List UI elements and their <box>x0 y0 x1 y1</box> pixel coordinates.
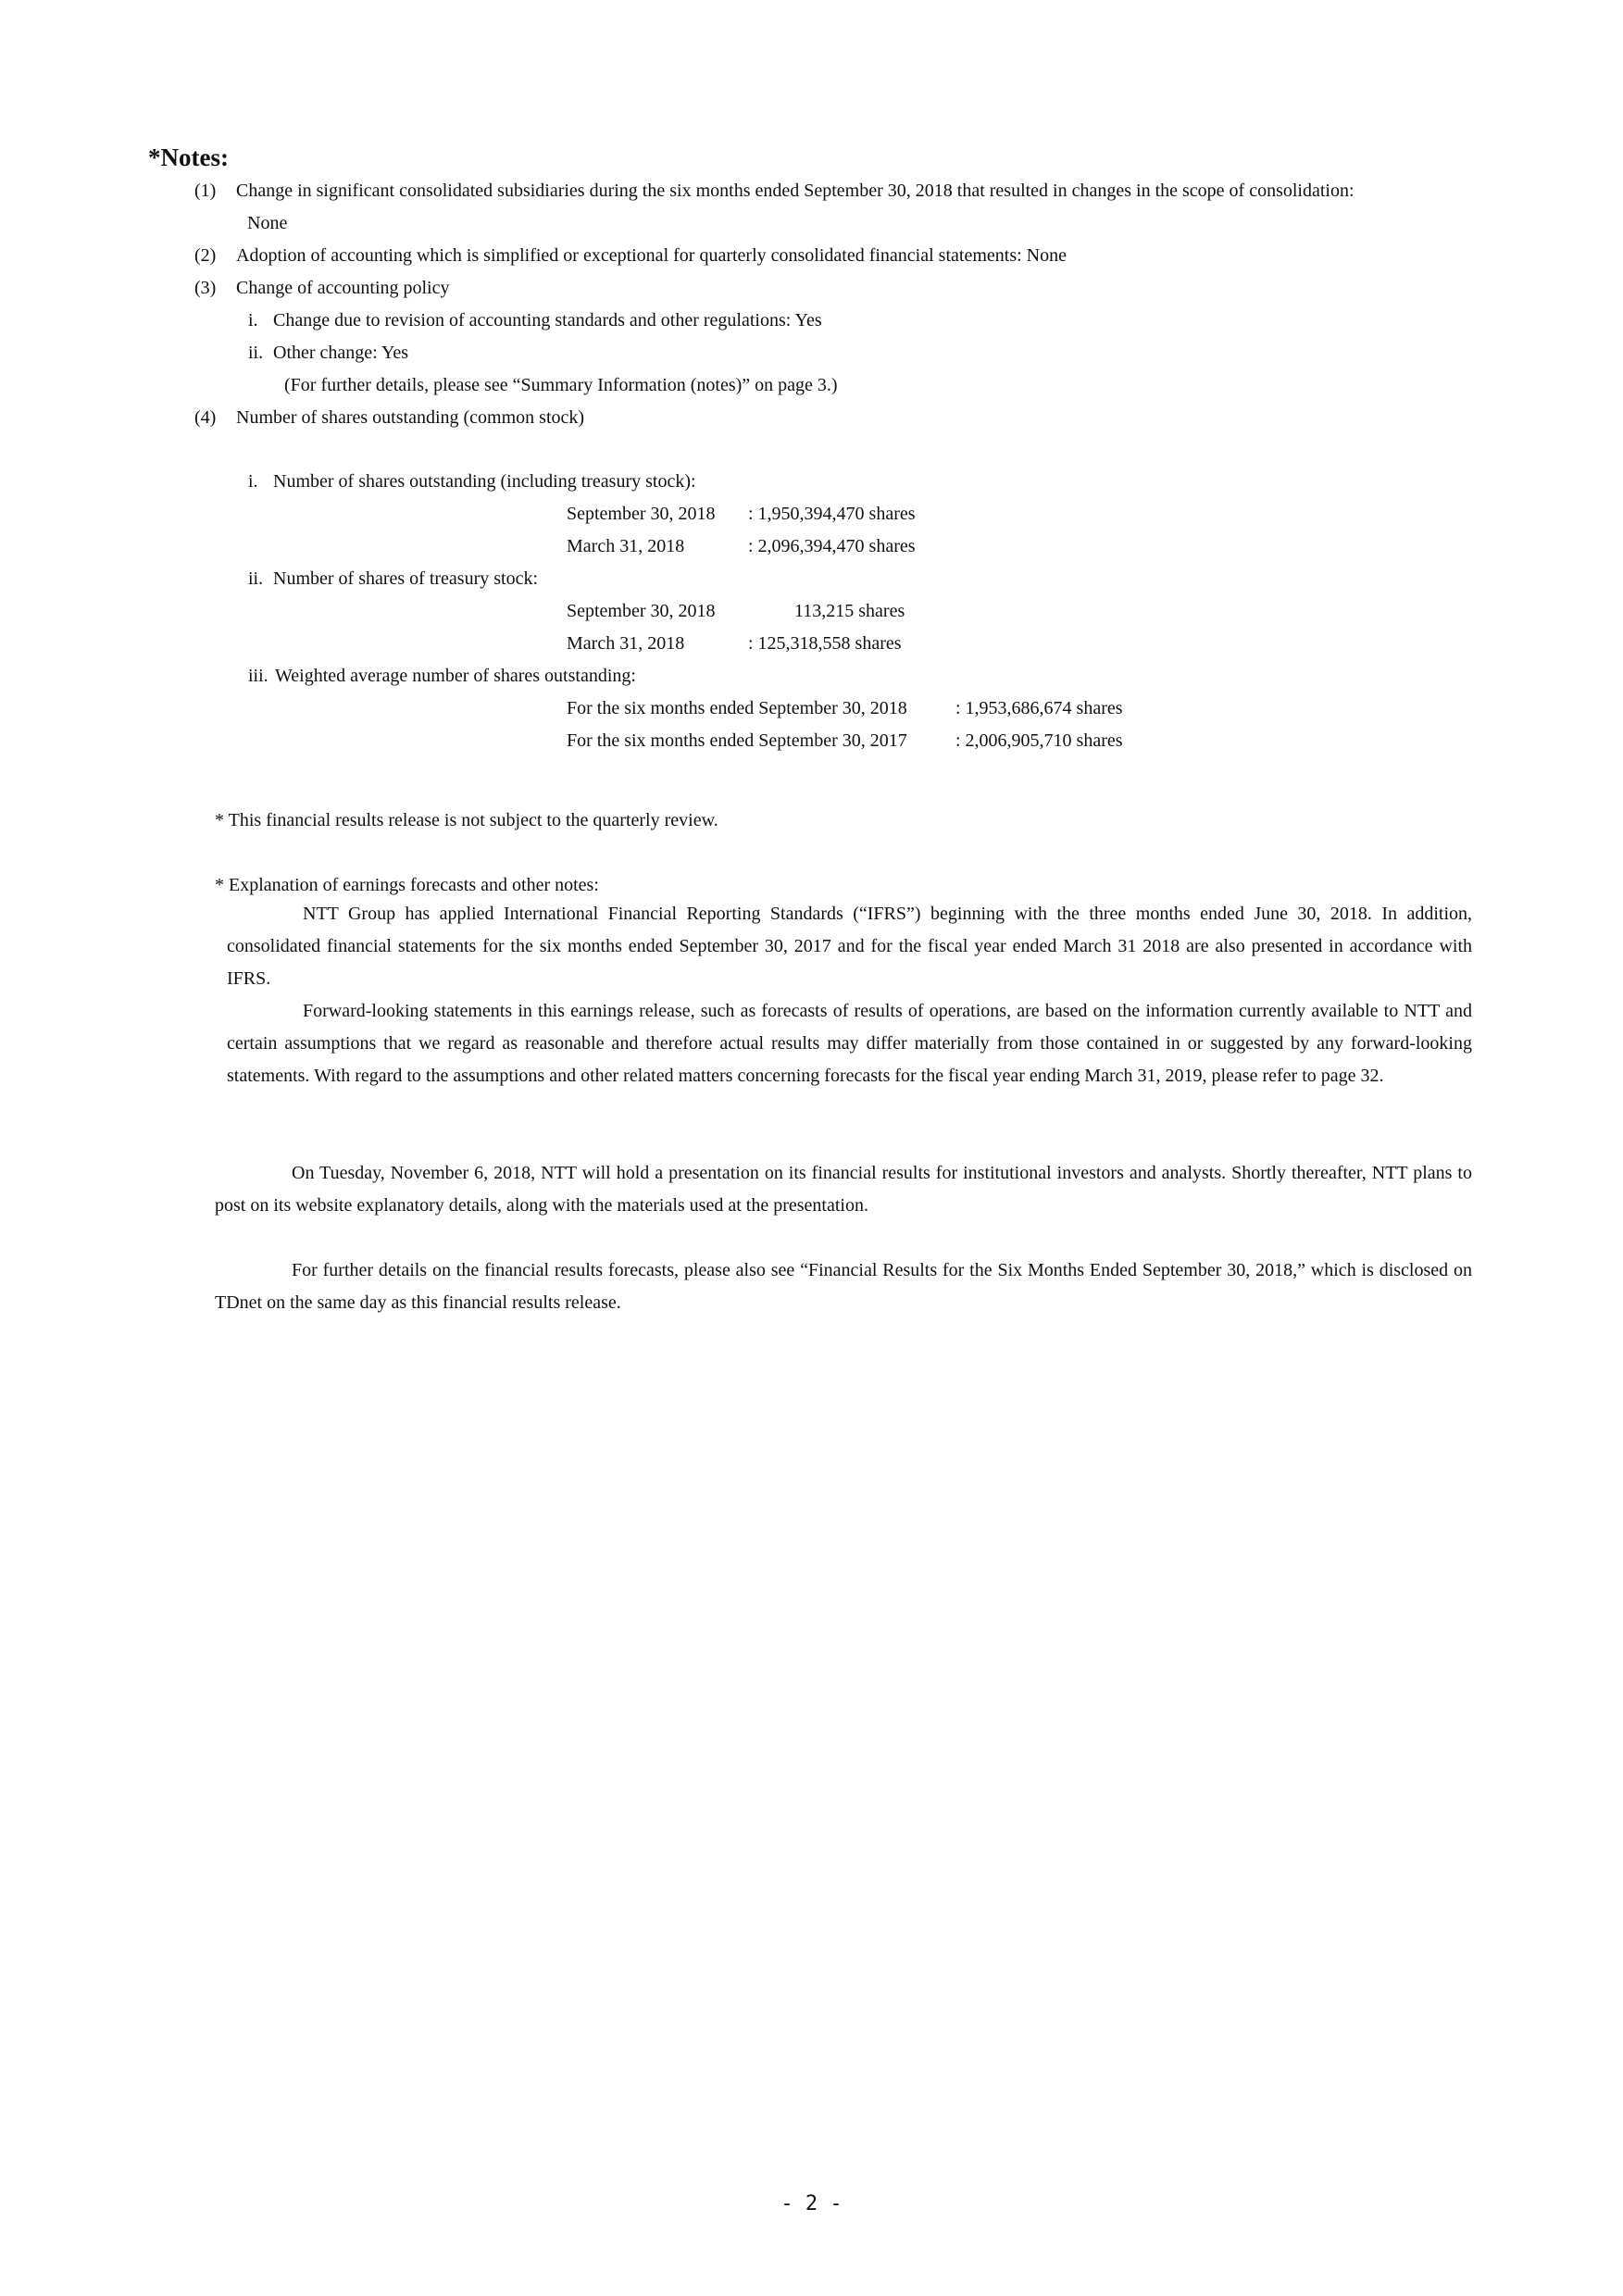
treasury-stock-row-value: : 125,318,558 shares <box>748 633 902 654</box>
note-3-sub-ii-text: Other change: Yes <box>273 343 409 363</box>
weighted-average-row-value: : 1,953,686,674 shares <box>955 698 1123 718</box>
further-details-note: For further details on the financial results forecasts, please also see “Financial Results for the Six Months Ended September 30, 2018,” which is disclosed on TDnet on the same day as this financial results release. <box>215 1260 1472 1313</box>
note-3-number: (3) <box>194 278 217 298</box>
note-4-sub-i-text: Number of shares outstanding (including treasury stock): <box>273 471 696 492</box>
presentation-note: On Tuesday, November 6, 2018, NTT will hold a presentation on its financial results for institutional investors and analysts. Shortly thereafter, NTT plans to post on its website explanatory details, along with the materials used at the presentation. <box>215 1163 1472 1216</box>
note-4-sub-ii-number: ii. <box>248 568 264 589</box>
note-4-number: (4) <box>194 407 217 428</box>
note-2-text: Adoption of accounting which is simplified or exceptional for quarterly consolidated financial statements: None <box>236 245 1067 266</box>
note-4-text: Number of shares outstanding (common stock) <box>236 407 585 428</box>
explanation-heading: * Explanation of earnings forecasts and other notes: <box>215 875 599 895</box>
page-number: - 2 - <box>780 2192 843 2215</box>
note-1-text: Change in significant consolidated subsidiaries during the six months ended September 30, 2018 that resulted in changes in the scope of consolidation: <box>236 181 1355 201</box>
note-3-further-details: (For further details, please see “Summary Information (notes)” on page 3.) <box>284 375 838 395</box>
explanation-paragraph-forward-looking <box>227 995 1472 1092</box>
shares-outstanding-row-value: : 1,950,394,470 shares <box>748 504 916 524</box>
note-3-sub-i-number: i. <box>248 310 258 331</box>
weighted-average-row-label: For the six months ended September 30, 2018 <box>567 698 907 718</box>
note-4-sub-iii-number: iii. <box>248 666 268 686</box>
weighted-average-row-value: : 2,006,905,710 shares <box>955 730 1123 751</box>
treasury-stock-row-label: March 31, 2018 <box>567 633 685 654</box>
explanation-paragraph-ifrs: NTT Group has applied International Financial Reporting Standards (“IFRS”) beginning with the three months ended June 30, 2018. In addition, consolidated financial statements for the six months ended September 30, 2017 and for the fiscal year ended March 31 2018 are also presented in accordance with IFRS. <box>227 904 1472 989</box>
note-3-sub-ii-number: ii. <box>248 343 264 363</box>
shares-outstanding-row-value: : 2,096,394,470 shares <box>748 536 916 556</box>
weighted-average-row-label: For the six months ended September 30, 2017 <box>567 730 907 751</box>
quarterly-review-note: * This financial results release is not subject to the quarterly review. <box>215 810 718 830</box>
note-1-value: None <box>247 213 288 233</box>
note-3-text: Change of accounting policy <box>236 278 450 298</box>
treasury-stock-row-value: 113,215 shares <box>794 601 905 621</box>
notes-heading: *Notes: <box>148 144 229 171</box>
note-4-sub-i-number: i. <box>248 471 258 492</box>
treasury-stock-row-label: September 30, 2018 <box>567 601 716 621</box>
shares-outstanding-row-label: March 31, 2018 <box>567 536 685 556</box>
note-1-number: (1) <box>194 181 217 201</box>
note-2-number: (2) <box>194 245 217 266</box>
note-4-sub-iii-text: Weighted average number of shares outstanding: <box>275 666 636 686</box>
shares-outstanding-row-label: September 30, 2018 <box>567 504 716 524</box>
note-4-sub-ii-text: Number of shares of treasury stock: <box>273 568 539 589</box>
note-3-sub-i-text: Change due to revision of accounting standards and other regulations: Yes <box>273 310 822 331</box>
forward-looking-text: Forward-looking statements in this earnings release, such as forecasts of results of operations, are based on the information currently available to NTT and certain assumptions that we regard as reasonable and therefore actual results may differ materially from those contained in or suggested by any forward-looking statements. With regard to the assumptions and other related matters concerning forecasts for the fiscal year ending March 31, 2019, please refer to page 32. <box>227 1001 1472 1086</box>
